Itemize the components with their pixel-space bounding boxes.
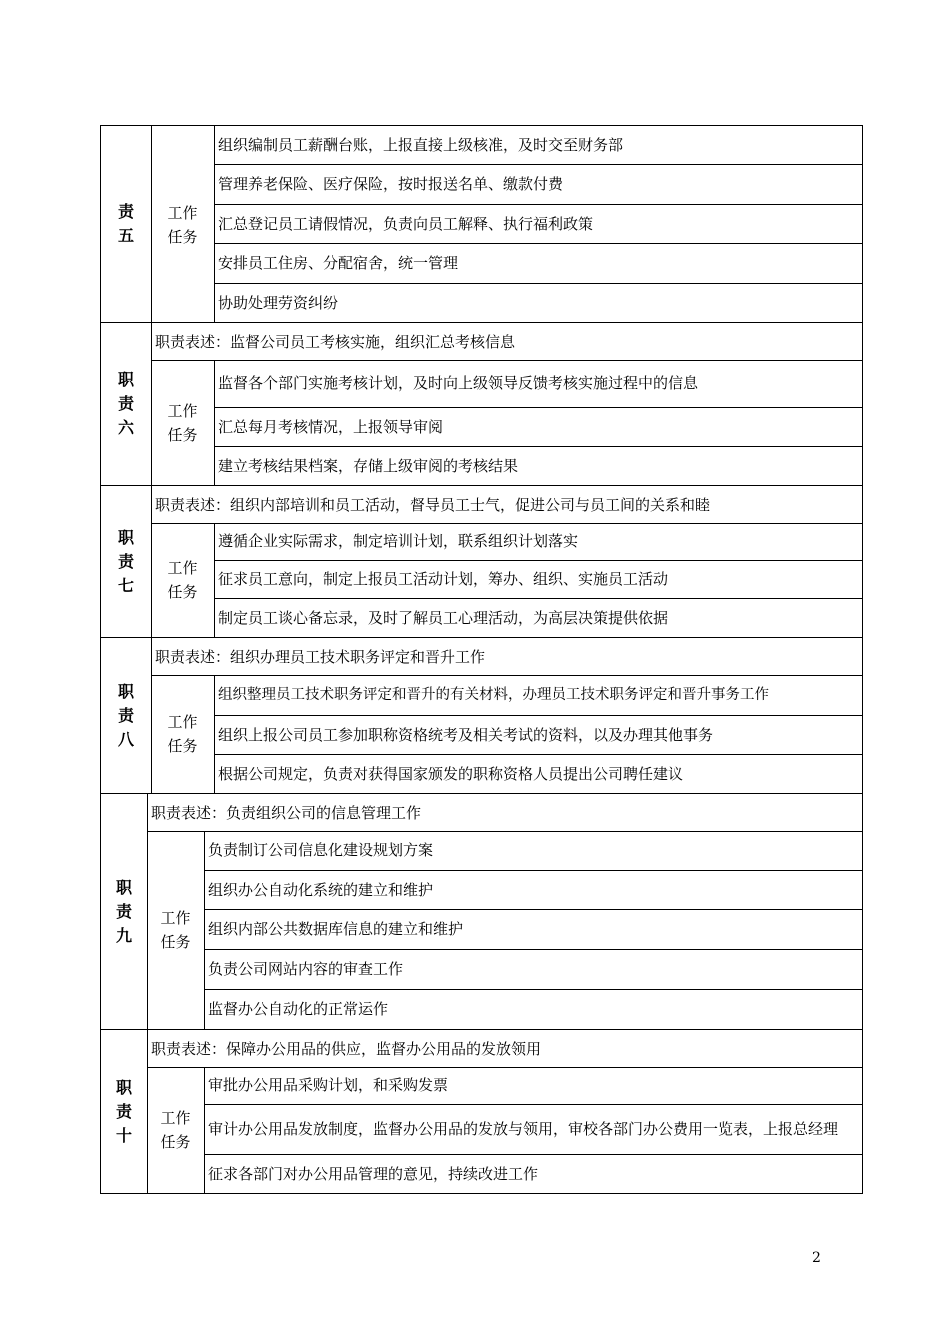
duty-summary: 职责表述： 组织内部培训和员工活动，督导员工士气，促进公司与员工间的关系和睦	[151, 486, 862, 524]
duty-label-text: 职责六	[117, 370, 134, 437]
duty-block-8	[100, 637, 863, 794]
work-task-header: 工作任务	[151, 675, 215, 793]
task-row: 负责制订公司信息化建设规划方案	[204, 831, 862, 871]
task-row: 征求各部门对办公用品管理的意见，持续改进工作	[208, 1164, 539, 1183]
duty-label	[101, 323, 152, 485]
task-row: 审计办公用品发放制度，监督办公用品的发放与领用，审校各部门办公费用一览表，上报总经理	[204, 1105, 862, 1155]
task-row: 制定员工谈心备忘录，及时了解员工心理活动，为高层决策提供依据	[218, 608, 669, 627]
work-task-header: 工作任务	[151, 523, 215, 637]
task-row: 组织上报公司员工参加职称资格统考及相关考试的资料，以及办理其他事务	[214, 716, 862, 755]
work-task-header: 工作任务	[147, 1067, 205, 1193]
work-task-header: 工作任务	[151, 360, 215, 485]
duty-label	[101, 126, 152, 322]
work-task-header: 工作任务	[147, 831, 205, 1029]
duty-label	[101, 1030, 148, 1193]
task-row: 组织整理员工技术职务评定和晋升的有关材料，办理员工技术职务评定和晋升事务工作	[214, 675, 862, 716]
page-number: 2	[812, 1250, 821, 1266]
task-row: 监督各个部门实施考核计划，及时向上级领导反馈考核实施过程中的信息	[214, 360, 862, 408]
duty-label-text: 职责七	[117, 527, 134, 595]
duty-label	[101, 794, 148, 1029]
task-row: 协助处理劳资纠纷	[218, 293, 339, 312]
task-row: 监督办公自动化的正常运作	[208, 1000, 389, 1018]
duty-block-6	[100, 322, 863, 486]
task-row: 组织编制员工薪酬台账，上报直接上级核准，及时交至财务部	[214, 126, 862, 165]
task-row: 负责公司网站内容的审查工作	[204, 950, 862, 990]
duty-summary: 职责表述： 监督公司员工考核实施，组织汇总考核信息	[151, 323, 862, 361]
work-task-header: 工作任务	[151, 126, 215, 323]
task-row: 遵循企业实际需求，制定培训计划，联系组织计划落实	[214, 523, 862, 561]
task-row: 审批办公用品采购计划，和采购发票	[204, 1067, 862, 1105]
duty-label-text: 责五	[117, 202, 134, 245]
duty-label-text: 职责十	[115, 1077, 132, 1145]
duty-block-10	[100, 1029, 863, 1194]
task-row: 征求员工意向，制定上报员工活动计划，筹办、组织、实施员工活动	[214, 561, 862, 599]
task-row: 组织内部公共数据库信息的建立和维护	[204, 910, 862, 950]
task-row: 组织办公自动化系统的建立和维护	[204, 871, 862, 910]
task-row: 汇总每月考核情况，上报领导审阅	[214, 408, 862, 447]
duty-label	[101, 486, 152, 637]
duty-label	[101, 638, 152, 793]
task-row: 汇总登记员工请假情况，负责向员工解释、执行福利政策	[214, 205, 862, 244]
task-row: 根据公司规定，负责对获得国家颁发的职称资格人员提出公司聘任建议	[218, 764, 684, 783]
task-row: 建立考核结果档案，存储上级审阅的考核结果	[218, 456, 519, 475]
duty-summary: 职责表述： 组织办理员工技术职务评定和晋升工作	[151, 638, 862, 676]
duty-summary: 职责表述： 负责组织公司的信息管理工作	[147, 794, 862, 832]
task-row: 安排员工住房、分配宿舍，统一管理	[214, 244, 862, 284]
duty-summary: 职责表述： 保障办公用品的供应，监督办公用品的发放领用	[147, 1030, 862, 1068]
duty-label-text: 职责九	[115, 877, 132, 945]
task-row: 管理养老保险、医疗保险，按时报送名单、缴款付费	[214, 165, 862, 205]
duty-block-5	[100, 125, 863, 323]
duty-block-7	[100, 485, 863, 638]
duty-block-9	[100, 793, 863, 1030]
duty-label-text: 职责八	[117, 681, 134, 749]
